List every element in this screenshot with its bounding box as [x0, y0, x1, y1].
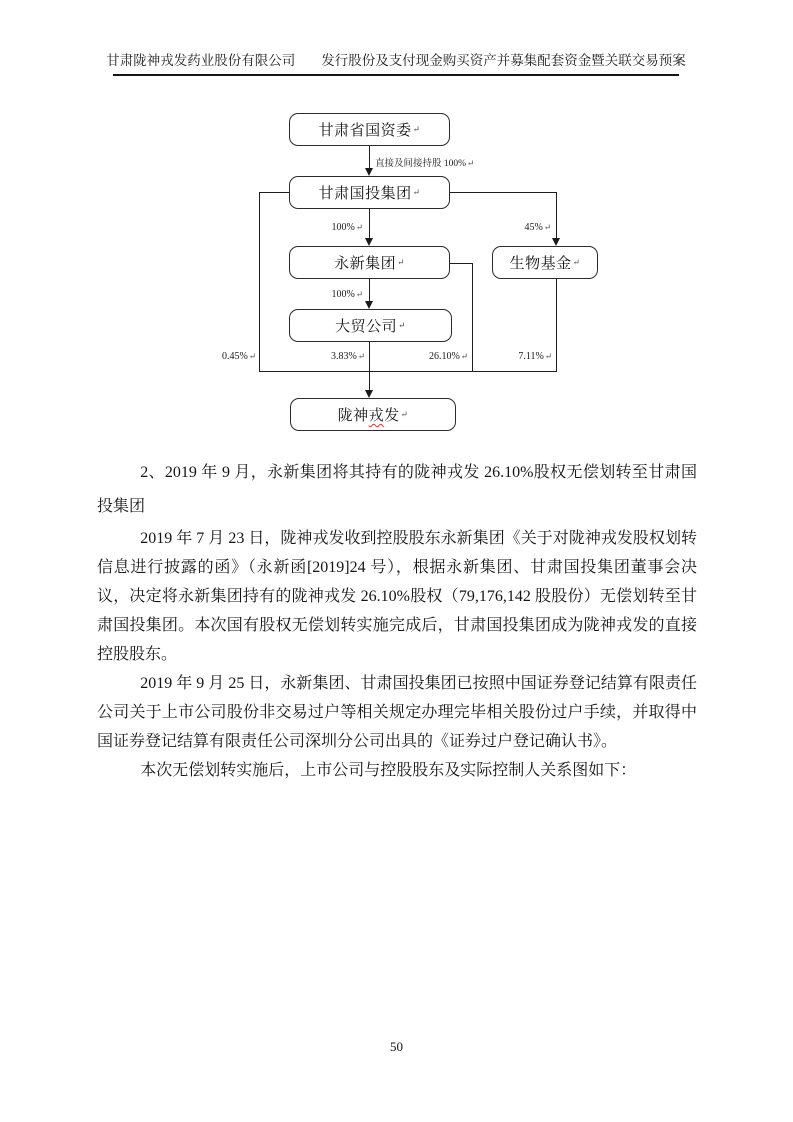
edge-label-0-45: 0.45%↵ [222, 351, 256, 362]
connector-biofund-branch [556, 279, 557, 372]
return-mark: ↵ [398, 320, 406, 330]
return-mark: ↵ [544, 351, 552, 361]
connector-left-branch [259, 192, 260, 372]
connector-yongxin-to-damao [369, 279, 370, 302]
arrowhead-down-icon [552, 238, 560, 246]
section-heading: 2、2019 年 9 月，永新集团将其持有的陇神戎发 26.10%股权无偿划转至甘肃国投集团 [97, 464, 697, 515]
node-yongxin-group: 永新集团 ↵ [289, 246, 450, 279]
connector-bottom-bus [259, 371, 557, 372]
connector-yongxin-right-stub [450, 263, 472, 264]
header-document-title: 发行股份及支付现金购买资产并募集配套资金暨关联交易预案 [321, 53, 686, 68]
arrowhead-down-icon [365, 168, 373, 176]
arrowhead-down-icon [365, 238, 373, 246]
paragraph: 2019 年 9 月 25 日，永新集团、甘肃国投集团已按照中国证券登记结算有限责任公司关于上市公司股份非交易过户等相关规定办理完毕相关股份过户手续，并取得中国证券登记结算有限责任公司深圳分公司出具的《证券过户登记确认书》。 [97, 675, 697, 750]
paragraph: 本次无偿划转实施后，上市公司与控股股东及实际控制人关系图如下： [140, 762, 637, 779]
return-mark: ↵ [460, 351, 468, 361]
connector-guotou-to-biofund [556, 192, 557, 239]
node-damao-company: 大贸公司 ↵ [289, 309, 452, 342]
return-mark: ↵ [355, 222, 363, 232]
header-company-name: 甘肃陇神戎发药业股份有限公司 [106, 53, 296, 68]
connector-to-longshen [369, 341, 370, 391]
edge-label-26-10: 26.10%↵ [429, 351, 468, 362]
connector-yongxin-branch [472, 263, 473, 372]
arrowhead-down-icon [365, 390, 373, 398]
paragraph: 2019 年 7 月 23 日，陇神戎发收到控股股东永新集团《关于对陇神戎发股权划转信息进行披露的函》（永新函[2019]24 号），根据永新集团、甘肃国投集团董事会决议，决定将永新集团持有的陇神戎发 26.10%股权（79,176,142 股股份）无偿划转至甘肃国投集团。本次国有股权无偿划转实施完成后，甘肃国投集团成为陇神戎发的直接控股股东。 [97, 530, 697, 663]
return-mark: ↵ [397, 257, 405, 267]
body-text [97, 456, 697, 785]
arrowhead-down-icon [365, 301, 373, 309]
connector-guotou-left-stub [259, 192, 289, 193]
node-bio-fund: 生物基金 ↵ [492, 246, 598, 279]
edge-label-direct-indirect-100: 直接及间接持股 100%↵ [375, 158, 475, 169]
node-longshen-rongfa: 陇神 戎 发 ↵ [290, 398, 456, 431]
return-mark: ↵ [400, 409, 409, 419]
return-mark: ↵ [355, 289, 363, 299]
edge-label-100-top: 100%↵ [331, 222, 363, 233]
return-mark: ↵ [357, 351, 365, 361]
return-mark: ↵ [248, 351, 256, 361]
page-number: 50 [390, 1039, 403, 1054]
spellcheck-underline: 戎 [368, 408, 385, 424]
node-gansu-sasac: 甘肃省国资委 ↵ [289, 113, 450, 146]
ownership-structure-chart [0, 0, 793, 450]
return-mark: ↵ [467, 158, 475, 168]
edge-label-7-11: 7.11%↵ [518, 351, 552, 362]
edge-label-3-83: 3.83%↵ [331, 351, 365, 362]
connector-guotou-to-yongxin [369, 209, 370, 239]
return-mark: ↵ [412, 124, 421, 134]
return-mark: ↵ [412, 187, 421, 197]
edge-label-100-mid: 100%↵ [331, 289, 363, 300]
connector-sasac-to-guotou [369, 146, 370, 169]
return-mark: ↵ [543, 222, 551, 232]
return-mark: ↵ [572, 257, 581, 267]
connector-guotou-right-stub [450, 192, 557, 193]
node-gansu-guotou-group: 甘肃国投集团 ↵ [289, 176, 450, 209]
edge-label-45: 45%↵ [524, 222, 551, 233]
